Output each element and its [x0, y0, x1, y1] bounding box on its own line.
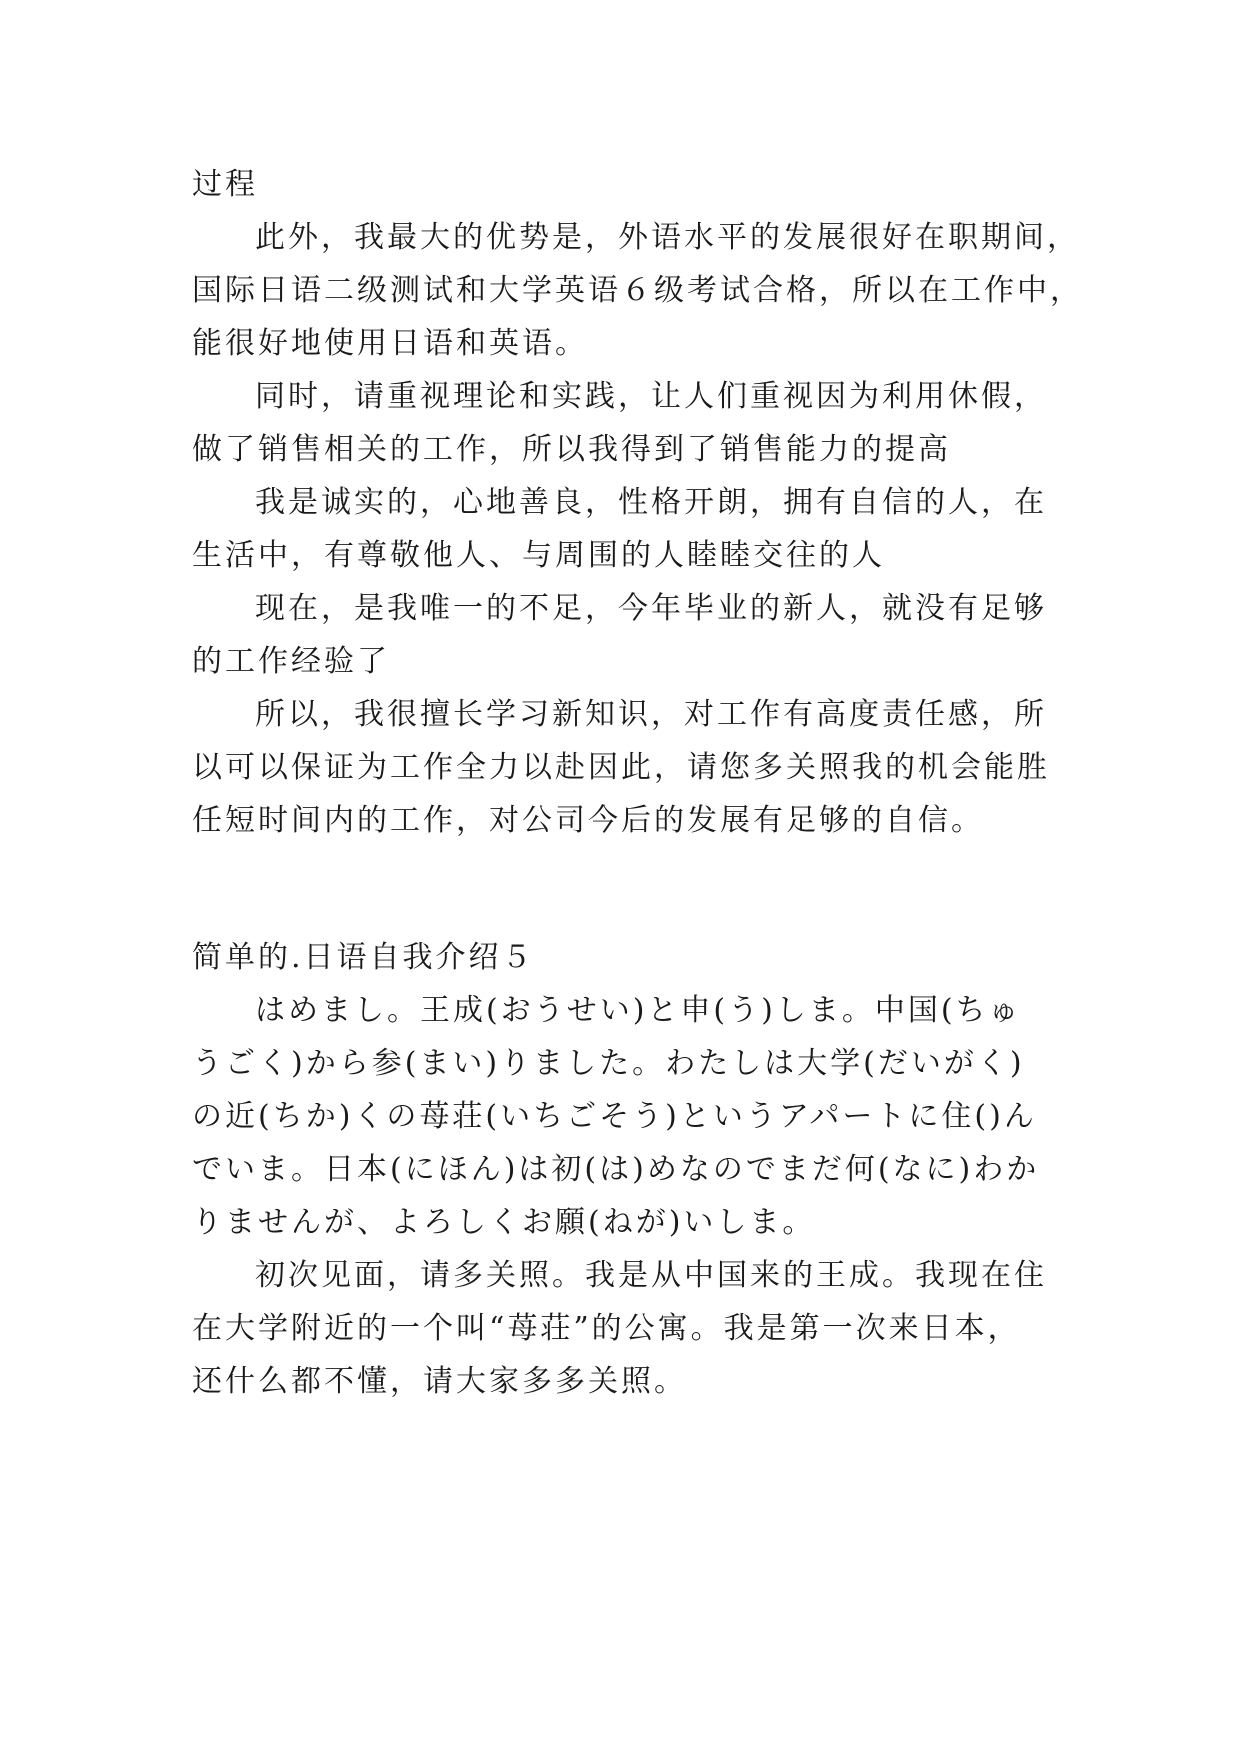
- paragraph-line: でいま。日本(にほん)は初(は)めなのでまだ何(なに)わか: [192, 1152, 1040, 1187]
- paragraph-line: 初次见面，请多关照。我是从中国来的王成。我现在住: [255, 1258, 1047, 1293]
- paragraph-line: 做了销售相关的工作，所以我得到了销售能力的提高: [192, 432, 951, 467]
- section-heading: 简单的.日语自我介绍５: [192, 940, 535, 975]
- paragraph-line: 任短时间内的工作，对公司今后的发展有足够的自信。: [192, 803, 984, 838]
- section-spacer: [192, 847, 1062, 931]
- paragraph-line: 所以，我很擅长学习新知识，对工作有高度责任感，所: [255, 697, 1047, 732]
- paragraph-shortcoming: [192, 582, 1062, 688]
- document-body: [192, 158, 1083, 1408]
- paragraph-personality: [192, 476, 1062, 582]
- paragraph-line: 现在，是我唯一的不足，今年毕业的新人，就没有足够: [255, 591, 1047, 626]
- paragraph-line: うごく)から参(まい)りました。わたしは大学(だいがく): [192, 1046, 1025, 1081]
- paragraph-chinese-translation: [192, 1249, 1062, 1408]
- paragraph-line: 国际日语二级测试和大学英语６级考试合格，所以在工作中，: [192, 273, 1083, 308]
- paragraph-advantage: [192, 211, 1083, 370]
- paragraph-line: 同时，请重视理论和实践，让人们重视因为利用休假，: [255, 379, 1047, 414]
- paragraph-learning: [192, 688, 1062, 847]
- paragraph-line: 生活中，有尊敬他人、与周围的人睦睦交往的人: [192, 538, 885, 573]
- paragraph-practice: [192, 370, 1062, 476]
- paragraph-line: はめまし。王成(おうせい)と申(う)しま。中国(ちゅ: [255, 993, 1022, 1028]
- paragraph-line: 还什么都不懂，请大家多多关照。: [192, 1364, 687, 1399]
- paragraph-line: りませんが、よろしくお願(ねが)いしま。: [192, 1205, 816, 1240]
- paragraph-line: 在大学附近的一个叫“苺荘”的公寓。我是第一次来日本，: [192, 1311, 1021, 1346]
- paragraph-line: 此外，我最大的优势是，外语水平的发展很好在职期间，: [255, 220, 1080, 255]
- paragraph-line: の近(ちか)くの苺荘(いちごそう)というアパートに住()ん: [192, 1099, 1037, 1134]
- fragment-line: 过程: [192, 167, 258, 202]
- paragraph-line: 我是诚实的，心地善良，性格开朗，拥有自信的人，在: [255, 485, 1047, 520]
- paragraph-line: 的工作经验了: [192, 644, 390, 679]
- paragraph-line: 能很好地使用日语和英语。: [192, 326, 588, 361]
- paragraph-line: 以可以保证为工作全力以赴因此，请您多关照我的机会能胜: [192, 750, 1050, 785]
- paragraph-japanese-intro: [192, 984, 1062, 1249]
